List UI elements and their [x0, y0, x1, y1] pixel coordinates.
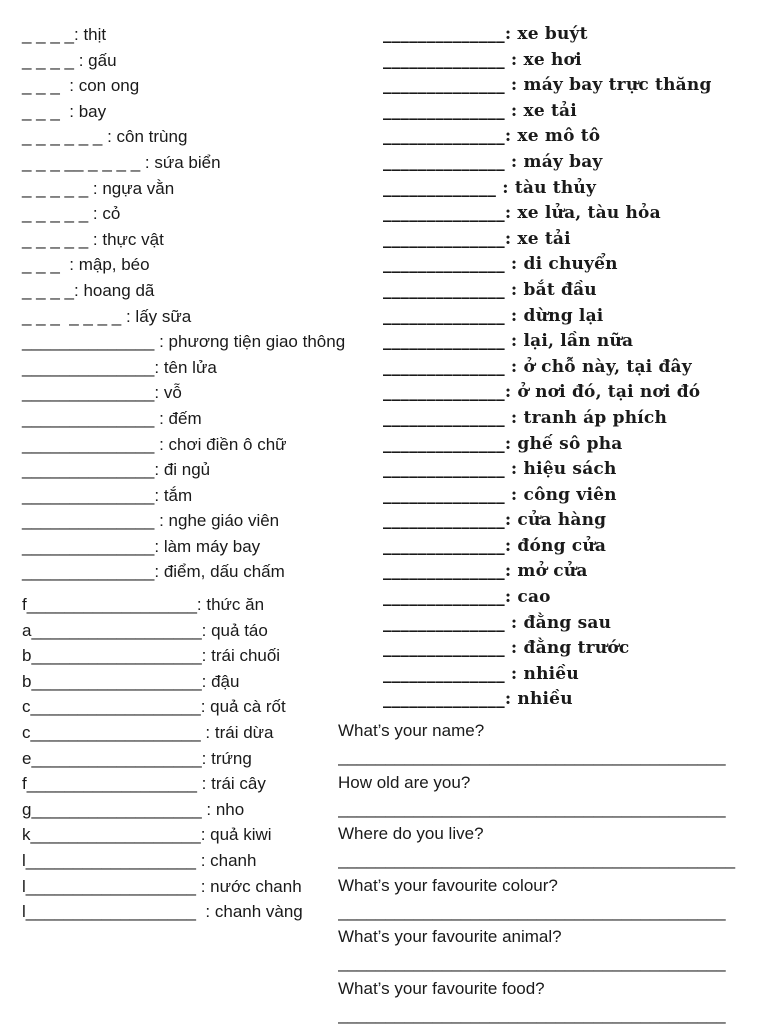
answer-blank[interactable]: __________________	[27, 774, 197, 793]
vocab-row	[383, 662, 763, 688]
first-letter: a	[22, 621, 31, 640]
vocab-row	[22, 227, 392, 253]
meaning-text: : xe lửa, tàu hỏa	[505, 203, 661, 223]
vocab-row	[383, 99, 763, 125]
vocab-row	[383, 687, 763, 713]
first-letter: k	[22, 825, 31, 844]
answer-line[interactable]: _________________________________________	[338, 950, 758, 976]
answer-blank[interactable]: ______________	[383, 613, 505, 633]
meaning-text: : hiệu sách	[505, 459, 617, 479]
answer-blank[interactable]: ______________	[383, 536, 505, 556]
vocab-row	[383, 508, 763, 534]
answer-blank[interactable]: __________________	[31, 723, 201, 742]
answer-blank[interactable]: ______________	[383, 152, 505, 172]
answer-blank[interactable]: _ _ _	[22, 102, 60, 121]
answer-blank[interactable]: ______________	[22, 511, 154, 530]
meaning-text: : thực vật	[88, 230, 164, 249]
vocab-row	[22, 176, 392, 202]
first-letter: b	[22, 646, 31, 665]
answer-blank[interactable]: __________________	[26, 902, 196, 921]
answer-blank[interactable]: ______________	[383, 203, 505, 223]
vocab-row	[383, 534, 763, 560]
vocab-row	[383, 201, 763, 227]
vocab-row	[22, 73, 392, 99]
answer-blank[interactable]: ______________	[383, 306, 505, 326]
meaning-text: : ở nơi đó, tại nơi đó	[505, 382, 701, 402]
meaning-text: : xe mô tô	[505, 126, 601, 146]
meaning-text: : con ong	[60, 76, 139, 95]
meaning-text: : trái cây	[197, 774, 266, 793]
vocab-row	[22, 669, 332, 695]
meaning-text: : máy bay	[505, 152, 603, 172]
first-letter: l	[22, 877, 26, 896]
answer-blank[interactable]: __________________	[26, 851, 196, 870]
answer-blank[interactable]: __________________	[31, 672, 201, 691]
meaning-text: : chanh vàng	[196, 902, 303, 921]
vocab-row	[383, 585, 763, 611]
vocab-left-column	[22, 22, 392, 585]
meaning-text: : tên lửa	[154, 358, 216, 377]
vocab-row	[22, 797, 332, 823]
meaning-text: : phương tiện giao thông	[154, 332, 345, 351]
answer-blank[interactable]: ______________	[383, 408, 505, 428]
first-letter: f	[22, 774, 27, 793]
meaning-text: : lấy sữa	[121, 307, 191, 326]
meaning-text: : cửa hàng	[505, 510, 606, 530]
answer-blank[interactable]: ______________	[22, 486, 154, 505]
vocab-row	[22, 694, 332, 720]
answer-blank[interactable]: ______________	[383, 50, 505, 70]
vocab-row	[22, 406, 392, 432]
meaning-text: : côn trùng	[102, 127, 187, 146]
answer-blank[interactable]: ______________	[383, 382, 505, 402]
meaning-text: : đóng cửa	[505, 536, 606, 556]
meaning-text: : chanh	[196, 851, 257, 870]
answer-line[interactable]: __________________________________________	[338, 847, 758, 873]
vocab-row	[22, 22, 392, 48]
meaning-text: : quả cà rốt	[201, 697, 286, 716]
first-letter: b	[22, 672, 31, 691]
answer-blank[interactable]: _ _ _	[22, 255, 60, 274]
question-text: What’s your favourite food?	[338, 976, 758, 1002]
answer-blank[interactable]: _ _ _ _ _ _ _	[22, 307, 121, 326]
meaning-text: : cỏ	[88, 204, 120, 223]
vocab-row	[383, 406, 763, 432]
answer-line[interactable]: _________________________________________	[338, 744, 758, 770]
vocab-row	[383, 124, 763, 150]
answer-blank[interactable]: __________________	[31, 800, 201, 819]
vocab-row	[383, 304, 763, 330]
vocab-row	[383, 252, 763, 278]
answer-blank[interactable]: ______________	[383, 689, 505, 709]
vocab-row	[22, 483, 392, 509]
answer-blank[interactable]: ______________	[383, 254, 505, 274]
meaning-text: : mập, béo	[60, 255, 150, 274]
vocab-row	[22, 720, 332, 746]
vocab-row	[383, 355, 763, 381]
meaning-text: : trái dừa	[201, 723, 274, 742]
first-letter: l	[22, 902, 26, 921]
question-item	[338, 976, 758, 1027]
answer-line[interactable]: _________________________________________	[338, 796, 758, 822]
vocab-row	[22, 201, 392, 227]
meaning-text: : tranh áp phích	[505, 408, 667, 428]
answer-blank[interactable]: ______________	[383, 561, 505, 581]
meaning-text: : nhiều	[505, 664, 579, 684]
meaning-text: : lại, lần nữa	[505, 331, 633, 351]
answer-blank[interactable]: __________________	[31, 825, 201, 844]
vocab-row	[383, 150, 763, 176]
meaning-text: : sứa biển	[140, 153, 220, 172]
answer-blank[interactable]: _ _ _	[22, 76, 60, 95]
answer-blank[interactable]: _ _ _ _ _	[22, 204, 88, 223]
vocab-row	[22, 534, 392, 560]
vocab-row	[383, 176, 763, 202]
meaning-text: : nhiều	[505, 689, 573, 709]
answer-blank[interactable]: ______________	[383, 229, 505, 249]
vocab-row	[383, 329, 763, 355]
meaning-text: : trứng	[202, 749, 252, 768]
answer-blank[interactable]: __________________	[31, 646, 201, 665]
answer-blank[interactable]: _ _ _ _	[22, 51, 74, 70]
meaning-text: : thức ăn	[197, 595, 264, 614]
meaning-text: : hoang dã	[74, 281, 154, 300]
meaning-text: : vỗ	[154, 383, 181, 402]
first-letter: c	[22, 697, 31, 716]
answer-blank[interactable]: _ _ _ _	[22, 281, 74, 300]
questions-section	[338, 718, 758, 1027]
question-item	[338, 873, 758, 925]
question-item	[338, 924, 758, 976]
answer-blank[interactable]: ______________	[383, 459, 505, 479]
answer-blank[interactable]: _ _ _ _ _ _	[22, 127, 102, 146]
answer-blank[interactable]: ______________	[383, 638, 505, 658]
vocab-row	[383, 432, 763, 458]
meaning-text: : xe buýt	[505, 24, 588, 44]
vocab-row	[22, 278, 392, 304]
answer-blank[interactable]: __________________	[31, 697, 201, 716]
first-letter: e	[22, 749, 31, 768]
meaning-text: : nước chanh	[196, 877, 302, 896]
vocab-row	[22, 150, 392, 176]
answer-blank[interactable]: ______________	[383, 24, 505, 44]
vocab-row	[22, 822, 332, 848]
vocab-row	[22, 618, 332, 644]
meaning-text: : làm máy bay	[154, 537, 260, 556]
first-letter: c	[22, 723, 31, 742]
meaning-text: : ở chỗ này, tại đây	[505, 357, 692, 377]
answer-blank[interactable]: ______________	[22, 409, 154, 428]
meaning-text: : chơi điền ô chữ	[154, 435, 286, 454]
answer-blank[interactable]: ______________	[22, 460, 154, 479]
meaning-text: : xe hơi	[505, 50, 582, 70]
vocab-row	[22, 432, 392, 458]
vocab-row	[22, 124, 392, 150]
answer-blank[interactable]: _ _ _ _ _	[22, 179, 88, 198]
question-text: Where do you live?	[338, 821, 758, 847]
meaning-text: : đậu	[202, 672, 240, 691]
meaning-text: : ghế sô pha	[505, 434, 623, 454]
question-item	[338, 770, 758, 822]
vocab-row	[22, 899, 332, 925]
vocab-row	[22, 771, 332, 797]
vocab-row	[22, 380, 392, 406]
answer-blank[interactable]: ______________	[383, 75, 505, 95]
meaning-text: : mở cửa	[505, 561, 588, 581]
vocab-row	[22, 252, 392, 278]
meaning-text: : công viên	[505, 485, 617, 505]
vocab-row	[22, 457, 392, 483]
question-item	[338, 821, 758, 873]
meaning-text: : bắt đầu	[505, 280, 597, 300]
meaning-text: : bay	[60, 102, 106, 121]
answer-line[interactable]: _________________________________________	[338, 1002, 758, 1027]
vocab-row	[22, 592, 332, 618]
answer-blank[interactable]: __________________	[27, 595, 197, 614]
answer-blank[interactable]: ______________	[383, 101, 505, 121]
meaning-text: : dừng lại	[505, 306, 604, 326]
meaning-text: : máy bay trực thăng	[505, 75, 712, 95]
vocab-row	[383, 611, 763, 637]
answer-blank[interactable]: _____________	[383, 178, 496, 198]
vocab-row	[22, 874, 332, 900]
answer-blank[interactable]: ______________	[22, 383, 154, 402]
meaning-text: : điểm, dấu chấm	[154, 562, 284, 581]
answer-blank[interactable]: _ _ _ __ _ _ _ _	[22, 153, 140, 172]
vocab-right-column	[383, 22, 763, 713]
meaning-text: : xe tải	[505, 229, 571, 249]
vocab-row	[383, 380, 763, 406]
meaning-text: : đằng trước	[505, 638, 630, 658]
meaning-text: : quả táo	[202, 621, 268, 640]
vocab-row	[383, 278, 763, 304]
vocab-row	[383, 48, 763, 74]
answer-blank[interactable]: ______________	[383, 510, 505, 530]
answer-blank[interactable]: ______________	[383, 587, 505, 607]
meaning-text: : đằng sau	[505, 613, 611, 633]
question-text: What’s your favourite animal?	[338, 924, 758, 950]
question-text: What’s your name?	[338, 718, 758, 744]
meaning-text: : đi ngủ	[154, 460, 210, 479]
vocab-row	[22, 746, 332, 772]
answer-blank[interactable]: ______________	[22, 537, 154, 556]
vocab-row	[22, 508, 392, 534]
meaning-text: : xe tải	[505, 101, 577, 121]
answer-blank[interactable]: __________________	[31, 749, 201, 768]
answer-blank[interactable]: ______________	[383, 485, 505, 505]
answer-blank[interactable]: _ _ _ _ _	[22, 230, 88, 249]
answer-blank[interactable]: ______________	[22, 358, 154, 377]
vocab-row	[383, 227, 763, 253]
vocab-row	[22, 99, 392, 125]
vocab-row	[22, 304, 392, 330]
meaning-text: : gấu	[74, 51, 117, 70]
vocab-row	[383, 22, 763, 48]
answer-blank[interactable]: _ _ _ _	[22, 25, 74, 44]
meaning-text: : trái chuối	[202, 646, 280, 665]
vocab-row	[383, 73, 763, 99]
first-letter: g	[22, 800, 31, 819]
answer-blank[interactable]: __________________	[31, 621, 201, 640]
answer-blank[interactable]: ______________	[383, 357, 505, 377]
vocab-row	[22, 329, 392, 355]
meaning-text: : ngựa vằn	[88, 179, 174, 198]
question-item	[338, 718, 758, 770]
meaning-text: : quả kiwi	[201, 825, 272, 844]
meaning-text: : cao	[505, 587, 551, 607]
question-text: How old are you?	[338, 770, 758, 796]
vocab-row	[22, 48, 392, 74]
answer-line[interactable]: _________________________________________	[338, 899, 758, 925]
meaning-text: : nghe giáo viên	[154, 511, 279, 530]
question-text: What’s your favourite colour?	[338, 873, 758, 899]
answer-blank[interactable]: ______________	[383, 126, 505, 146]
meaning-text: : di chuyển	[505, 254, 618, 274]
vocab-row	[383, 457, 763, 483]
vocab-row	[22, 559, 392, 585]
answer-blank[interactable]: ______________	[22, 435, 154, 454]
answer-blank[interactable]: ______________	[22, 332, 154, 351]
meaning-text: : thịt	[74, 25, 106, 44]
meaning-text: : tàu thủy	[496, 178, 596, 198]
vocab-row	[22, 643, 332, 669]
meaning-text: : nho	[202, 800, 245, 819]
meaning-text: : tắm	[154, 486, 192, 505]
meaning-text: : đếm	[154, 409, 201, 428]
vocab-fruit-column	[22, 592, 332, 925]
answer-blank[interactable]: ______________	[383, 331, 505, 351]
first-letter: l	[22, 851, 26, 870]
vocab-row	[383, 559, 763, 585]
vocab-row	[383, 636, 763, 662]
first-letter: f	[22, 595, 27, 614]
answer-blank[interactable]: ______________	[383, 434, 505, 454]
answer-blank[interactable]: ______________	[383, 664, 505, 684]
vocab-row	[383, 483, 763, 509]
vocab-row	[22, 848, 332, 874]
vocab-row	[22, 355, 392, 381]
answer-blank[interactable]: ______________	[383, 280, 505, 300]
answer-blank[interactable]: __________________	[26, 877, 196, 896]
answer-blank[interactable]: ______________	[22, 562, 154, 581]
